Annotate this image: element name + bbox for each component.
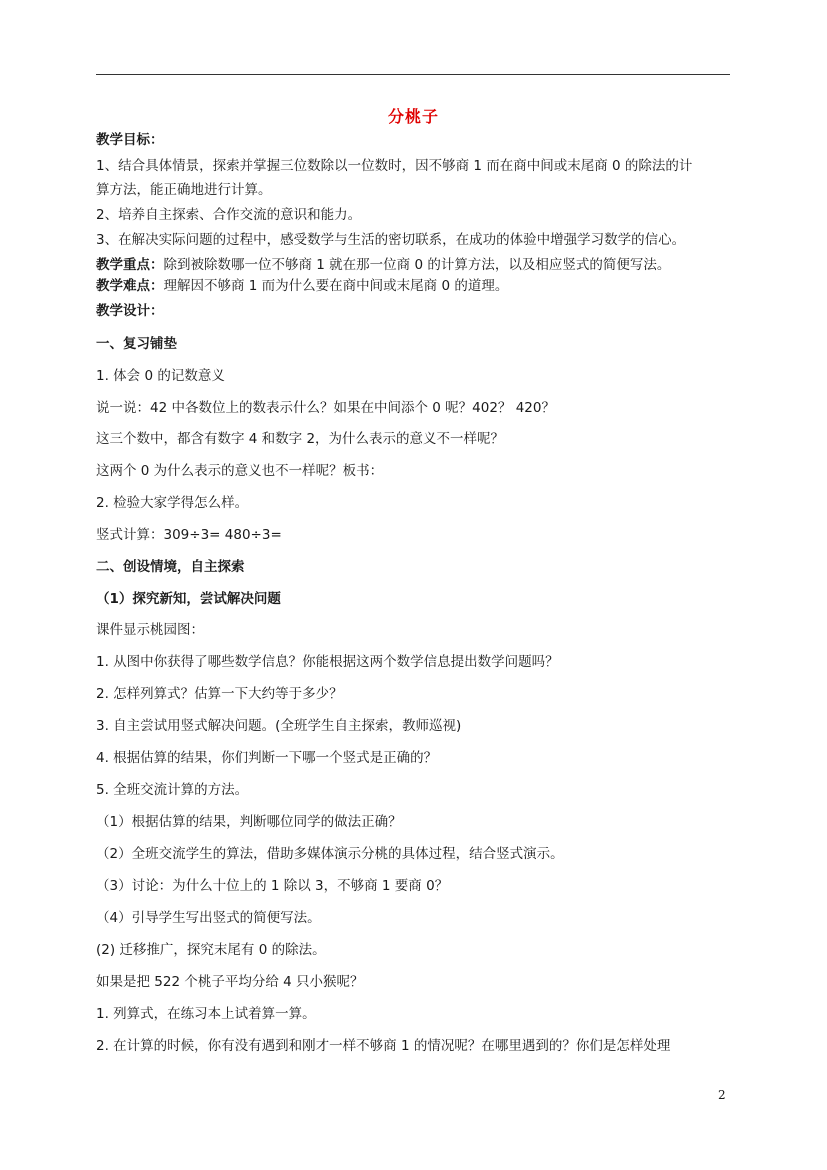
section-2-heading: 二、创设情境，自主探索	[96, 559, 245, 575]
key-point-text: 除到被除数哪一位不够商 1 就在那一位商 0 的计算方法，以及相应竖式的简便写法。	[163, 257, 671, 273]
section-2-line: 3. 自主尝试用竖式解决问题。(全班学生自主探索，教师巡视)	[96, 718, 462, 734]
section-2-line: （4）引导学生写出竖式的简便写法。	[96, 910, 321, 926]
header-rule	[96, 74, 730, 75]
section-2-subheading: （1）探究新知，尝试解决问题	[96, 591, 281, 607]
key-point	[96, 256, 736, 274]
objective-1-line-2: 算方法，能正确地进行计算。	[96, 182, 272, 198]
difficulty-text: 理解因不够商 1 而为什么要在商中间或末尾商 0 的道理。	[163, 278, 509, 294]
section-2-line: (2) 迁移推广，探究末尾有 0 的除法。	[96, 942, 326, 958]
section-2-line: （2）全班交流学生的算法，借助多媒体演示分桃的具体过程，结合竖式演示。	[96, 846, 564, 862]
section-2-line: 4. 根据估算的结果，你们判断一下哪一个竖式是正确的？	[96, 750, 438, 766]
section-2-line: 1. 列算式，在练习本上试着算一算。	[96, 1006, 316, 1022]
objective-3: 3、在解决实际问题的过程中，感受数学与生活的密切联系，在成功的体验中增强学习数学的信心。	[96, 232, 686, 248]
section-1-heading: 一、复习铺垫	[96, 336, 177, 352]
section-2-line: （3）讨论：为什么十位上的 1 除以 3，不够商 1 要商 0？	[96, 878, 449, 894]
section-1-line: 1. 体会 0 的记数意义	[96, 368, 225, 384]
difficulty	[96, 277, 736, 295]
section-2-line: 2. 怎样列算式？估算一下大约等于多少？	[96, 686, 343, 702]
objective-2: 2、培养自主探索、合作交流的意识和能力。	[96, 207, 362, 223]
page-number: 2	[718, 1088, 726, 1102]
section-1-line: 说一说：42 中各数位上的数表示什么？如果在中间添个 0 呢？402？ 420？	[96, 400, 555, 416]
section-2-line: 如果是把 522 个桃子平均分给 4 只小猴呢？	[96, 974, 364, 990]
design-heading: 教学设计：	[96, 303, 164, 319]
key-point-label: 教学重点：	[96, 257, 164, 273]
objectives-heading: 教学目标：	[96, 132, 164, 148]
section-2-line: 5. 全班交流计算的方法。	[96, 782, 249, 798]
section-2-line: 课件显示桃园图：	[96, 622, 204, 638]
section-2-line: 2. 在计算的时候，你有没有遇到和刚才一样不够商 1 的情况呢？在哪里遇到的？你们是怎样处理	[96, 1038, 671, 1054]
page-title: 分桃子	[387, 107, 439, 126]
section-2-line: （1）根据估算的结果，判断哪位同学的做法正确？	[96, 814, 402, 830]
objective-1-line-1: 1、结合具体情景，探索并掌握三位数除以一位数时，因不够商 1 而在商中间或末尾商 0 的除法的计	[96, 158, 693, 174]
difficulty-label: 教学难点：	[96, 278, 164, 294]
section-1-line: 这两个 0 为什么表示的意义也不一样呢？板书：	[96, 463, 384, 479]
section-1-line: 这三个数中，都含有数字 4 和数字 2，为什么表示的意义不一样呢？	[96, 431, 505, 447]
section-2-line: 1. 从图中你获得了哪些数学信息？你能根据这两个数学信息提出数学问题吗？	[96, 654, 559, 670]
section-1-line: 竖式计算：309÷3= 480÷3=	[96, 527, 282, 543]
section-1-line: 2. 检验大家学得怎么样。	[96, 495, 249, 511]
